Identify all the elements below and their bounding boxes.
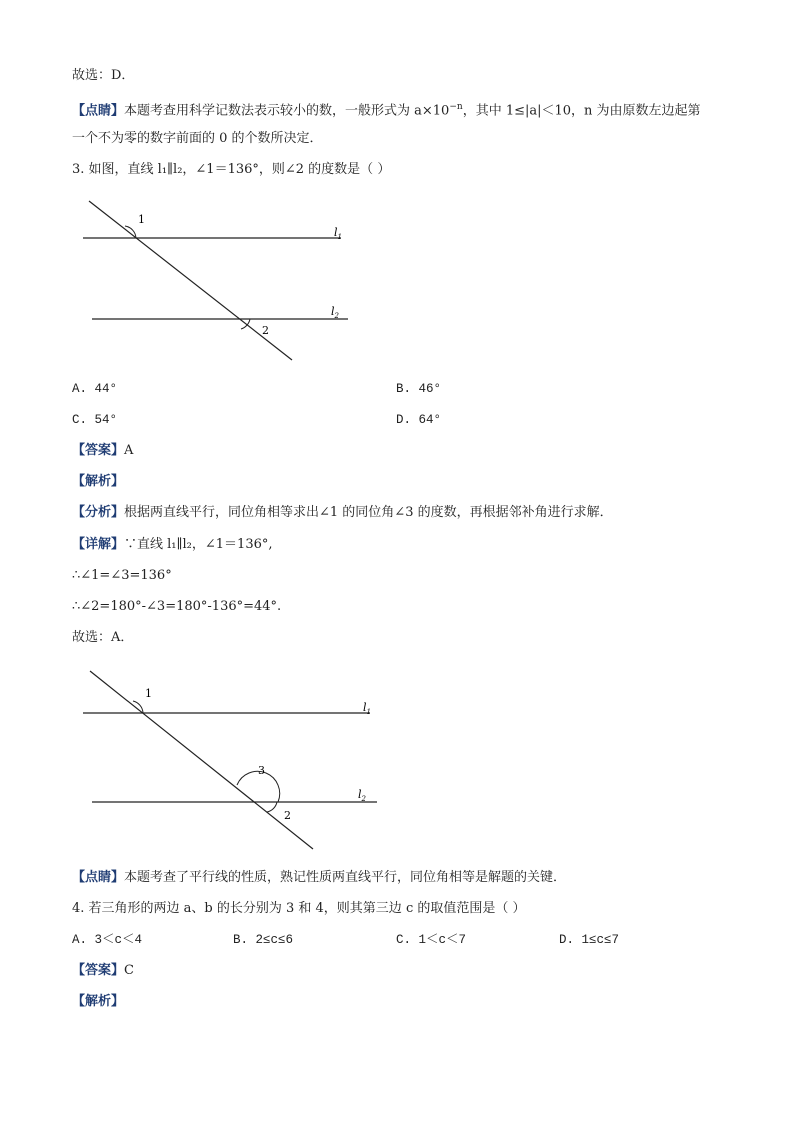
line-l2-label: $l_2$ [358,788,366,803]
comment-tag: 【点睛】 [72,103,125,119]
q4-stem: 4. 若三角形的两边 a、b 的长分别为 3 和 4，则其第三边 c 的取值范围是（ ） [72,901,526,916]
angle-3-label: 3 [258,764,265,777]
prev-comment-line-1: 【点睛】本题考查用科学记数法表示较小的数，一般形式为 $a\times 10^{-n}$，其中 1≤|a|＜10，n 为由原数左边起第 [72,102,701,119]
line-l1-label: $l_1$ [334,226,342,241]
angle-1-label: 1 [145,687,152,700]
q3-analysis-tag: 【解析】 [72,474,125,489]
q3-option-b[interactable]: B. 46° [396,382,442,396]
q3-detail-3: ∴∠2=180°-∠3=180°-136°=44°. [72,599,282,614]
q3-figure-2 [78,665,383,855]
q4-option-a[interactable]: A. 3＜c＜4 [72,933,143,947]
line-l1-label: $l_1$ [363,701,371,716]
line-l2-label: $l_2$ [331,305,339,320]
q3-choice: 故选：A． [72,630,134,645]
prev-choice: 故选：D． [72,68,135,83]
q4-option-b[interactable]: B. 2≤c≤6 [233,933,294,947]
q3-detail-2: ∴∠1=∠3=136° [72,568,172,583]
angle-2-label: 2 [284,809,291,822]
q3-answer: 【答案】A [72,443,134,458]
q3-stem: 3. 如图，直线 l₁∥l₂，∠1＝136°，则∠2 的度数是（ ） [72,162,391,177]
q4-answer: 【答案】C [72,963,134,978]
q3-figure-1 [78,196,358,366]
q4-option-c[interactable]: C. 1＜c＜7 [396,933,467,947]
q4-option-d[interactable]: D. 1≤c≤7 [559,933,620,947]
q4-analysis-tag: 【解析】 [72,994,125,1009]
q3-detail-1: 【详解】∵直线 l₁∥l₂，∠1＝136°, [72,537,273,552]
angle-1-label: 1 [138,213,145,226]
q3-comment: 【点睛】本题考查了平行线的性质，熟记性质两直线平行，同位角相等是解题的关键． [72,870,567,885]
q3-option-a[interactable]: A. 44° [72,382,118,396]
q3-option-c[interactable]: C. 54° [72,413,118,427]
q3-option-d[interactable]: D. 64° [396,413,442,427]
q3-analysis: 【分析】根据两直线平行，同位角相等求出∠1 的同位角∠3 的度数，再根据邻补角进行求解． [72,505,613,520]
angle-2-label: 2 [262,324,269,337]
prev-comment-line-2: 一个不为零的数字前面的 0 的个数所决定． [72,131,323,146]
